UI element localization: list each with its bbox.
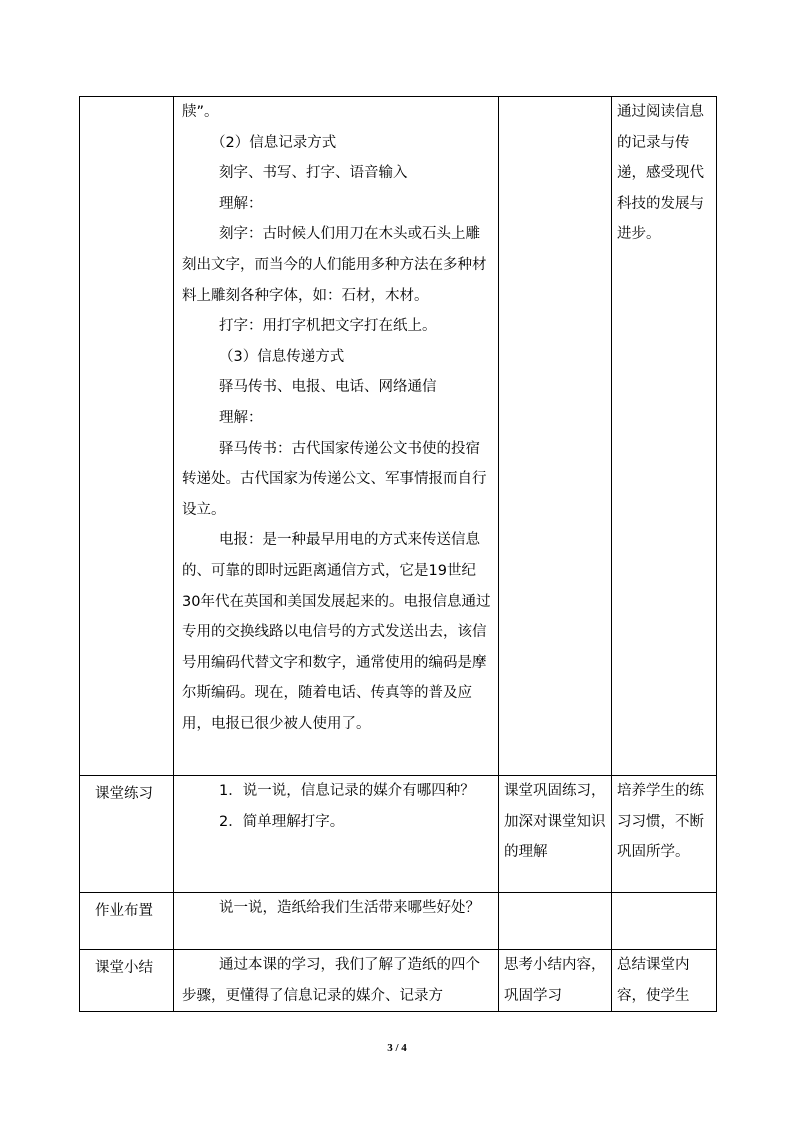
student-activity-cell: [499, 776, 612, 893]
paragraph: 理解：: [219, 409, 263, 426]
content-cell: [174, 776, 499, 893]
student-activity-cell: [499, 950, 612, 1012]
paragraph: 牍”。: [182, 104, 219, 120]
paragraph: 1．说一说，信息记录的媒介有哪四种？: [219, 783, 475, 799]
row-label-cell: [80, 893, 174, 950]
lesson-plan-table: [79, 96, 717, 1012]
table-row: [80, 893, 717, 950]
content-cell: [174, 97, 499, 776]
row-label-cell: [80, 97, 174, 776]
design-intent-text: 培养学生的练习习惯，不断巩固所学。: [617, 783, 704, 861]
paragraph: （3）信息传递方式: [219, 348, 345, 365]
paragraph: 驿马传书、电报、电话、网络通信: [219, 379, 437, 396]
row-label-cell: [80, 776, 174, 893]
table-row: [80, 950, 717, 1012]
design-intent-text: 通过阅读信息的记录与传递，感受现代科技的发展与进步。: [617, 104, 704, 243]
content-cell: [174, 893, 499, 950]
content-text: [174, 776, 498, 837]
student-activity-cell: [499, 893, 612, 950]
paragraph: 打字：用打字机把文字打在纸上。: [219, 318, 437, 335]
paragraph: 理解：: [219, 195, 263, 212]
row-label-cell: [80, 950, 174, 1012]
design-intent-cell: [612, 97, 717, 776]
design-intent-cell: [612, 950, 717, 1012]
content-text: [174, 97, 498, 739]
paragraph: （2）信息记录方式: [211, 134, 337, 151]
paragraph: 刻字：古时候人们用刀在木头或石头上雕刻出文字，而当今的人们能用多种方法在多种材料上雕刻各种字体，如：石材，木材。: [182, 226, 487, 304]
content-cell: [174, 950, 499, 1012]
row-label: 作业布置: [95, 903, 153, 919]
row-label: 课堂练习: [95, 786, 153, 802]
paragraph: 2．简单理解打字。: [219, 813, 345, 830]
paragraph: 通过本课的学习，我们了解了造纸的四个步骤，更懂得了信息记录的媒介、记录方: [182, 957, 480, 1004]
paragraph: 电报：是一种最早用电的方式来传送信息的、可靠的即时远距离通信方式，它是19世纪30年代在英国和美国发展起来的。电报信息通过专用的交换线路以电信号的方式发送出去，该信号用编码代替文字和数字，通常使用的编码是摩尔斯编码。现在，随着电话、传真等的普及应用，电报已很少被人使用了。: [182, 532, 491, 732]
paragraph: 说一说，造纸给我们生活带来哪些好处？: [219, 900, 480, 916]
row-label: [80, 97, 173, 105]
content-text: [174, 893, 498, 924]
design-intent-cell: [612, 776, 717, 893]
design-intent-cell: [612, 893, 717, 950]
student-activity-cell: [499, 97, 612, 776]
content-text: [174, 950, 498, 1011]
row-label: 课堂小结: [95, 960, 153, 976]
student-activity-text: 课堂巩固练习，加深对课堂知识的理解: [504, 783, 606, 861]
table-row: [80, 776, 717, 893]
paragraph: 驿马传书：古代国家传递公文书使的投宿转递处。古代国家为传递公文、军事情报而自行设立。: [182, 440, 487, 518]
paragraph: 刻字、书写、打字、语音输入: [219, 165, 408, 182]
table-row: [80, 97, 717, 776]
student-activity-text: 思考小结内容，巩固学习: [504, 957, 606, 1004]
page-number: 3 / 4: [387, 1042, 407, 1054]
design-intent-text: 总结课堂内容，使学生: [617, 957, 690, 1004]
